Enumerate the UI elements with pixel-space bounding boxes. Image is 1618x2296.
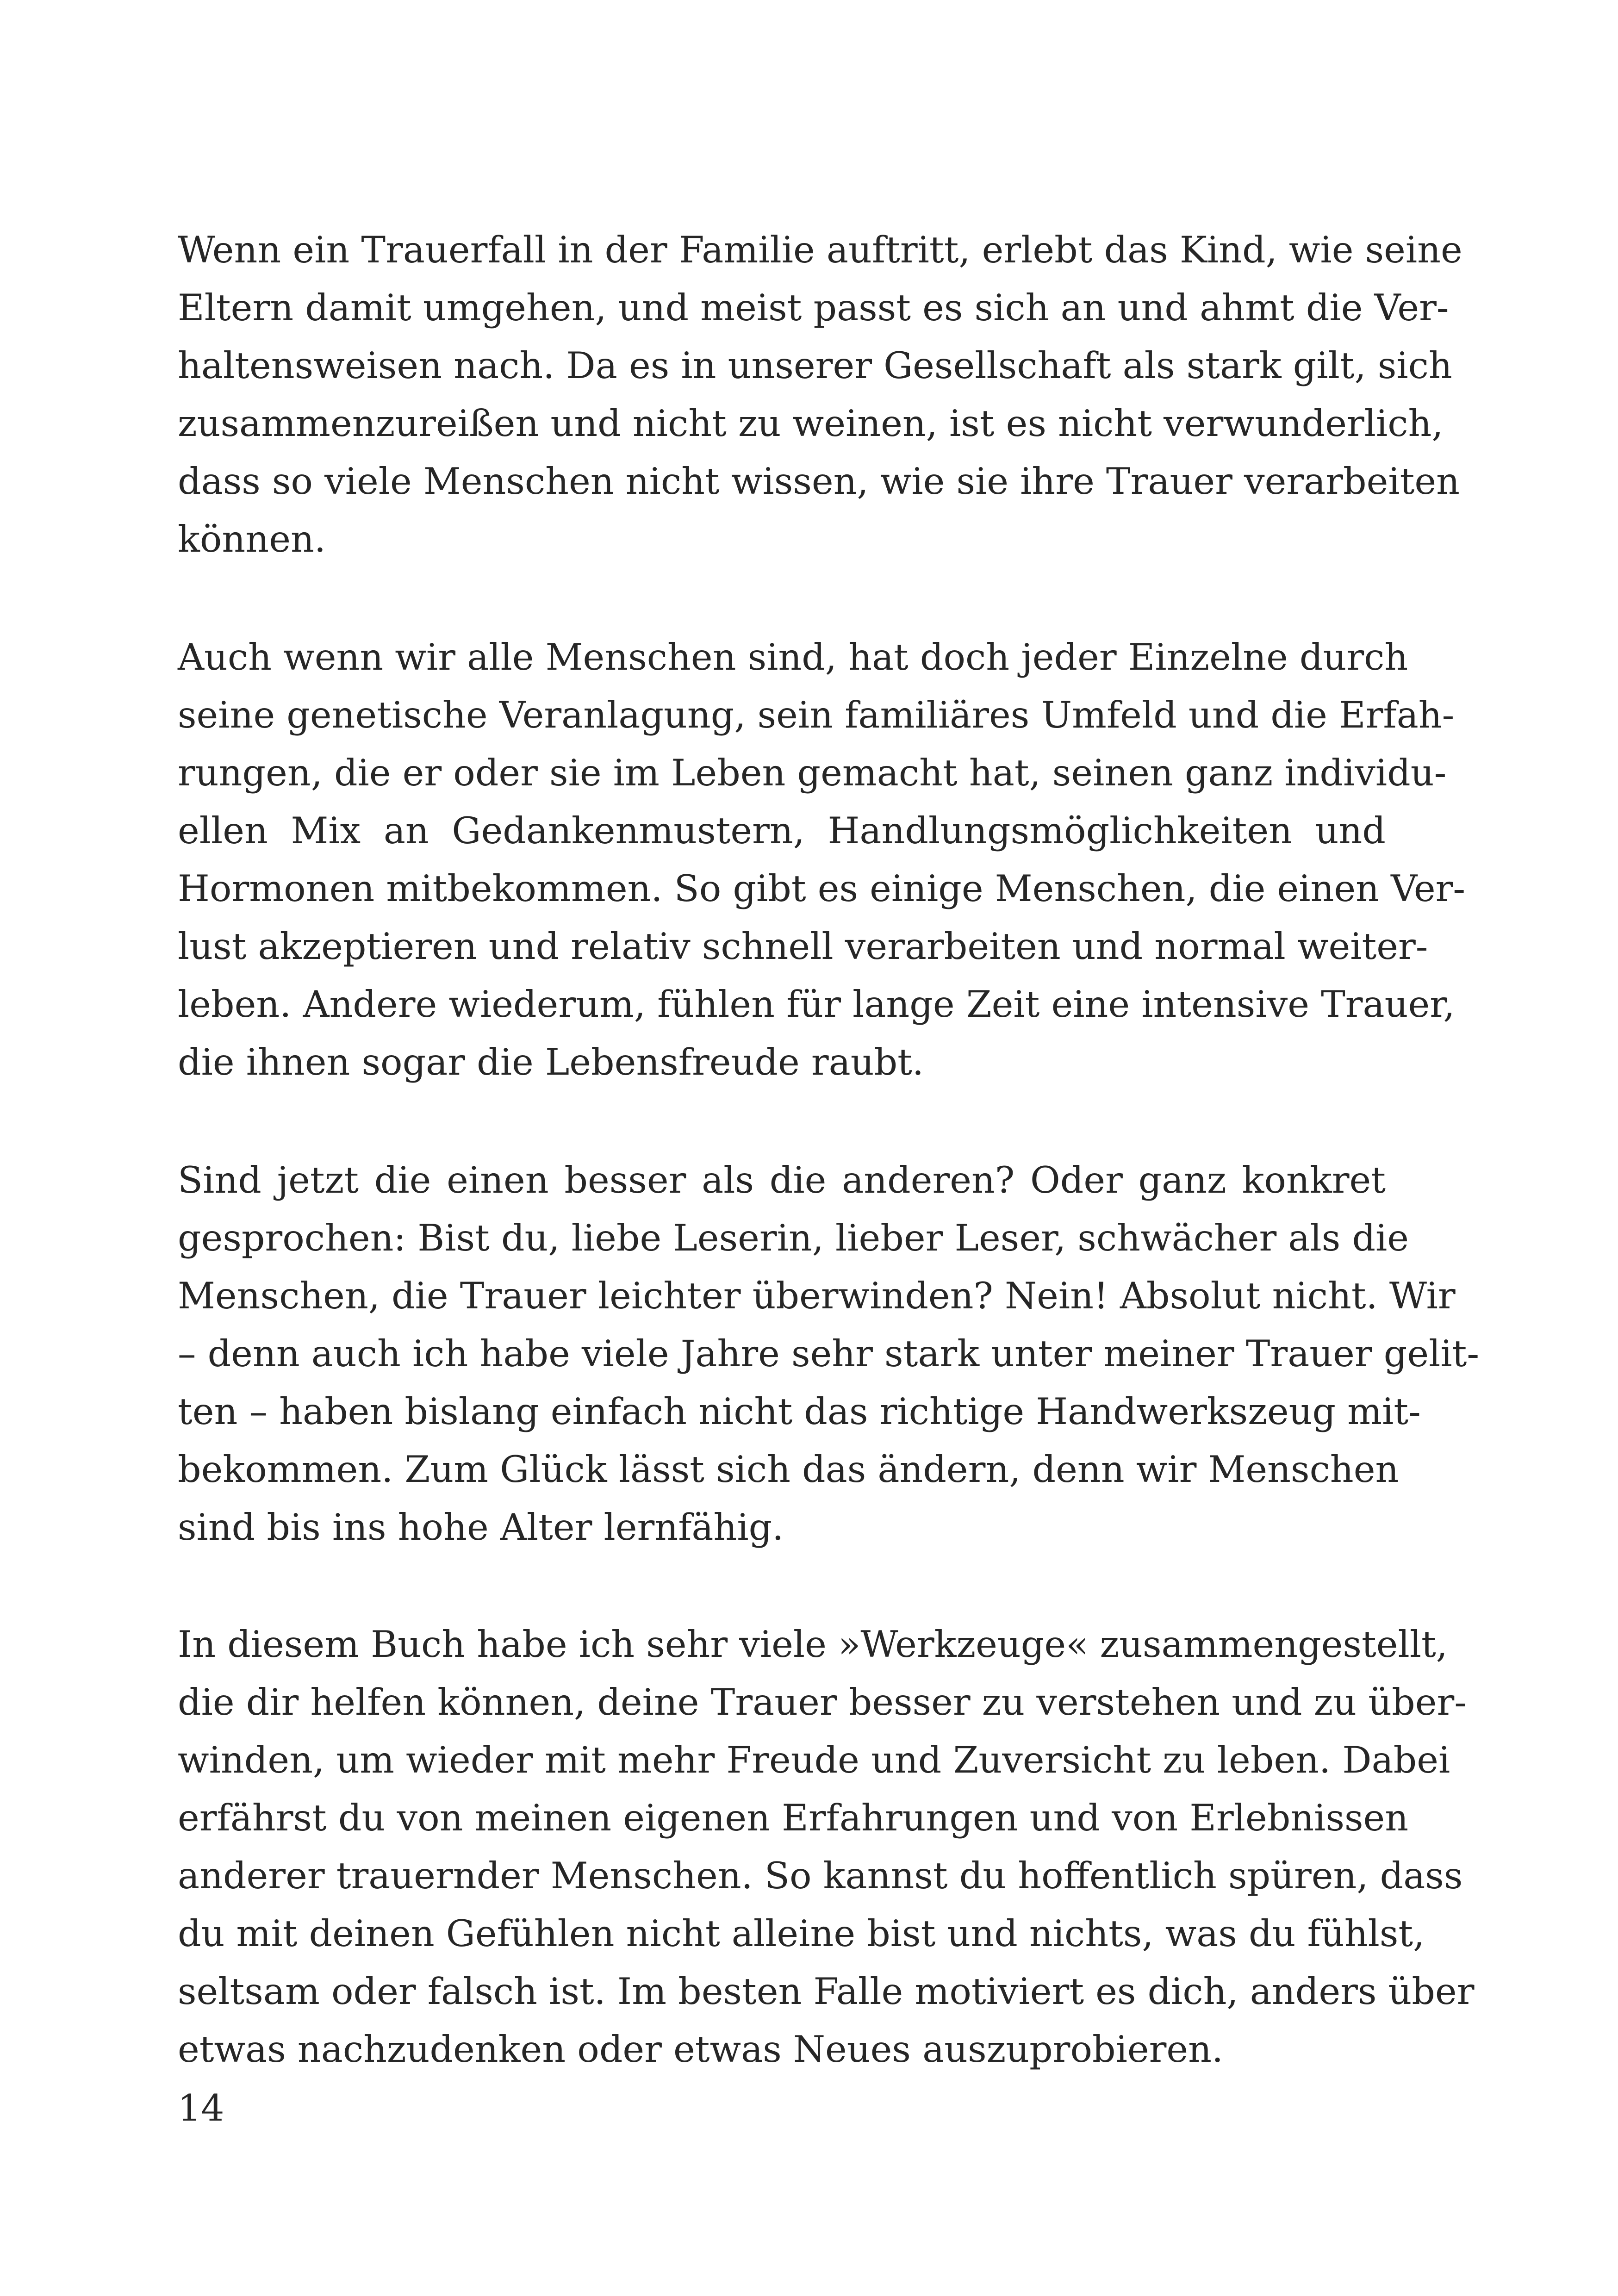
text-line: dass so viele Menschen nicht wissen, wie sie ihre Trauer verarbeiten xyxy=(178,460,1460,503)
text-line: erfährst du von meinen eigenen Erfahrungen und von Erlebnissen xyxy=(178,1797,1409,1839)
text-line: rungen, die er oder sie im Leben gemacht hat, seinen ganz individu- xyxy=(178,752,1447,794)
text-line: du mit deinen Gefühlen nicht alleine bist und nichts, was du fühlst, xyxy=(178,1912,1425,1955)
text-line: sind bis ins hohe Alter lernfähig. xyxy=(178,1506,784,1549)
paragraph-2 xyxy=(178,628,1466,1091)
text-line: In diesem Buch habe ich sehr viele »Werkzeuge« zusammengestellt, xyxy=(178,1623,1448,1666)
text-line: haltensweisen nach. Da es in unserer Gesellschaft als stark gilt, sich xyxy=(178,344,1452,387)
text-line: Eltern damit umgehen, und meist passt es sich an und ahmt die Ver- xyxy=(178,286,1449,329)
text-line: Menschen, die Trauer leichter überwinden? Nein! Absolut nicht. Wir xyxy=(178,1275,1456,1317)
text-line: etwas nachzudenken oder etwas Neues auszuprobieren. xyxy=(178,2028,1224,2071)
text-line: zusammenzureißen und nicht zu weinen, ist es nicht verwunderlich, xyxy=(178,402,1444,445)
text-line: anderer trauernder Menschen. So kannst du hoffentlich spüren, dass xyxy=(178,1854,1463,1897)
text-line: die dir helfen können, deine Trauer besser zu verstehen und zu über- xyxy=(178,1681,1467,1724)
paragraph-4 xyxy=(178,1616,1475,2078)
text-line: können. xyxy=(178,518,326,560)
text-line: ellen Mix an Gedankenmustern, Handlungsmöglichkeiten und xyxy=(178,809,1386,852)
text-line: die ihnen sogar die Lebensfreude raubt. xyxy=(178,1041,924,1083)
text-line: lust akzeptieren und relativ schnell verarbeiten und normal weiter- xyxy=(178,925,1428,968)
text-line: Hormonen mitbekommen. So gibt es einige Menschen, die einen Ver- xyxy=(178,867,1466,910)
text-line: winden, um wieder mit mehr Freude und Zuversicht zu leben. Dabei xyxy=(178,1739,1450,1781)
text-line: – denn auch ich habe viele Jahre sehr stark unter meiner Trauer gelit- xyxy=(178,1332,1480,1375)
paragraph-1 xyxy=(178,221,1462,568)
text-line: leben. Andere wiederum, fühlen für lange Zeit eine intensive Trauer, xyxy=(178,983,1455,1026)
text-line: Auch wenn wir alle Menschen sind, hat doch jeder Einzelne durch xyxy=(178,636,1408,678)
text-line: Sind jetzt die einen besser als die anderen? Oder ganz konkret xyxy=(178,1159,1386,1201)
text-line: Wenn ein Trauerfall in der Familie auftritt, erlebt das Kind, wie seine xyxy=(178,229,1462,271)
page-number: 14 xyxy=(178,2087,224,2129)
paragraph-3 xyxy=(178,1151,1480,1556)
text-line: seltsam oder falsch ist. Im besten Falle motiviert es dich, anders über xyxy=(178,1970,1475,2013)
text-line: bekommen. Zum Glück lässt sich das ändern, denn wir Menschen xyxy=(178,1448,1399,1491)
text-line: ten – haben bislang einfach nicht das richtige Handwerkszeug mit- xyxy=(178,1390,1421,1433)
text-line: gesprochen: Bist du, liebe Leserin, lieber Leser, schwächer als die xyxy=(178,1217,1409,1259)
text-line: seine genetische Veranlagung, sein familiäres Umfeld und die Erfah- xyxy=(178,694,1455,736)
